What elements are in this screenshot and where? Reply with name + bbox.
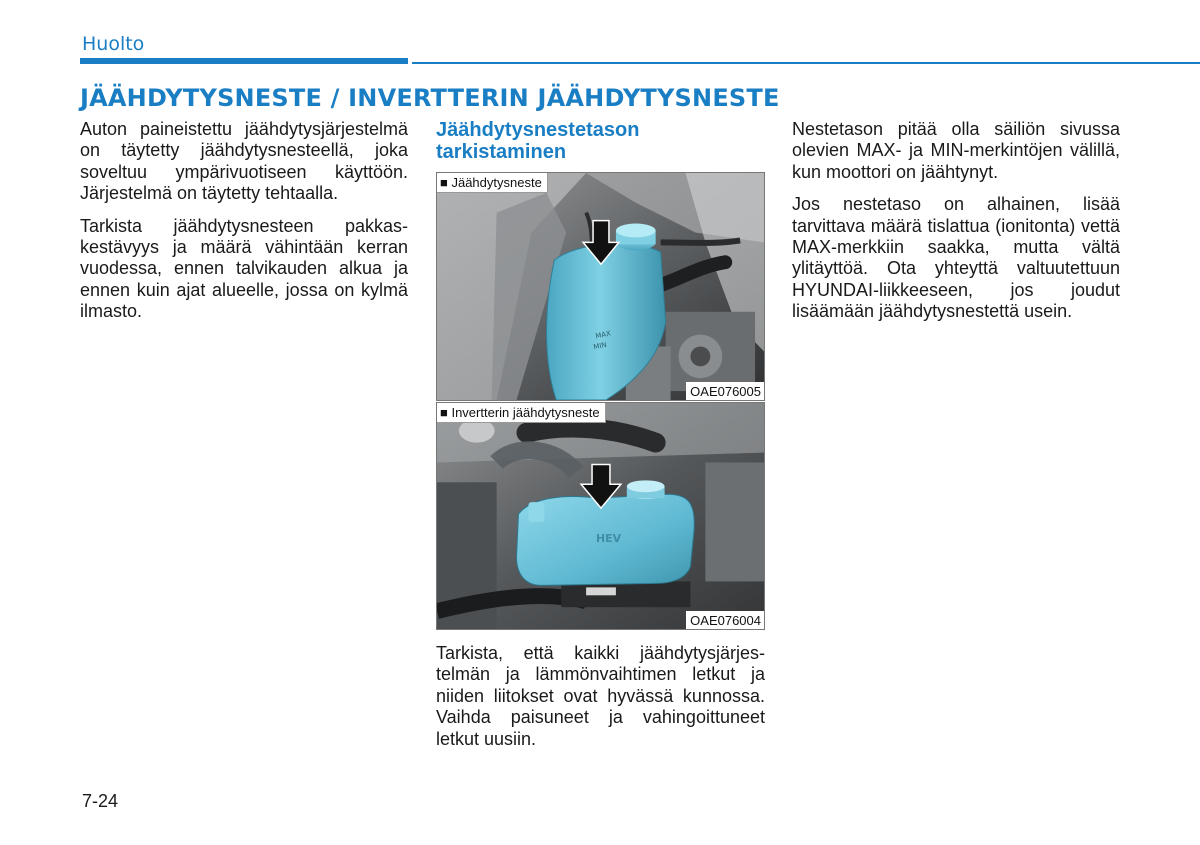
left-paragraph-2: Tarkista jäähdytysnesteen pakkaskestävyys ja määrä vähintään kerran vuodessa, ennen talvikauden alkua ja ennen kuin ajat alueelle, jossa on kylmä ilmasto. [80, 215, 408, 322]
figure-code: OAE076005 [686, 382, 764, 400]
right-paragraph-2: Jos nestetaso on alhainen, lisää tarvittava määrä tislattua (ionitonta) vettä MAX-merkkiin saakka, mutta vältä ylitäyttöä. Ota yhteyttä valtuutettuun HYUNDAI-liikkeeseen, jos joudut lisäämään jäähdytysnestettä usein. [792, 194, 1120, 322]
section-label: Huolto [82, 33, 145, 55]
figure-code: OAE076004 [686, 611, 764, 629]
left-column [80, 119, 408, 334]
header-rule-thin [412, 62, 1200, 64]
page-number: 7-24 [82, 791, 119, 811]
tank-min-label: MIN [592, 340, 608, 352]
engine-bay-illustration [437, 173, 764, 400]
engine-bay-illustration [437, 403, 764, 629]
page-title: JÄÄHDYTYSNESTE / INVERTTERIN JÄÄHDYTYSNESTE [80, 84, 780, 112]
middle-paragraph: Tarkista, että kaikki jäähdytysjärjestelmän ja lämmönvaihtimen letkut ja niiden liitokset ovat hyvässä kunnossa. Vaihda paisuneet ja vahingoittuneet letkut uusiin. [436, 643, 765, 749]
subheading: Jäähdytysnestetason tarkistaminen [436, 119, 640, 163]
inverter-coolant-figure [436, 402, 765, 630]
tank-hev-label: HEV [596, 531, 622, 545]
tank-max-label: MAX [594, 329, 612, 341]
figure-caption: ■ Jäähdytysneste [437, 173, 548, 193]
coolant-reservoir-figure [436, 172, 765, 401]
right-paragraph-1: Nestetason pitää olla säiliön sivussa olevien MAX- ja MIN-merkintöjen välillä, kun moottori on jäähtynyt. [792, 119, 1120, 182]
left-paragraph-1: Auton paineistettu jäähdytysjärjestelmä on täytetty jäähdytysnesteellä, joka soveltuu ympärivuotiseen käyttöön. Järjestelmä on täytetty tehtaalla. [80, 119, 408, 204]
right-column [792, 119, 1120, 334]
figure-caption: ■ Invertterin jäähdytysneste [437, 403, 606, 423]
header-rule-thick [80, 58, 408, 64]
